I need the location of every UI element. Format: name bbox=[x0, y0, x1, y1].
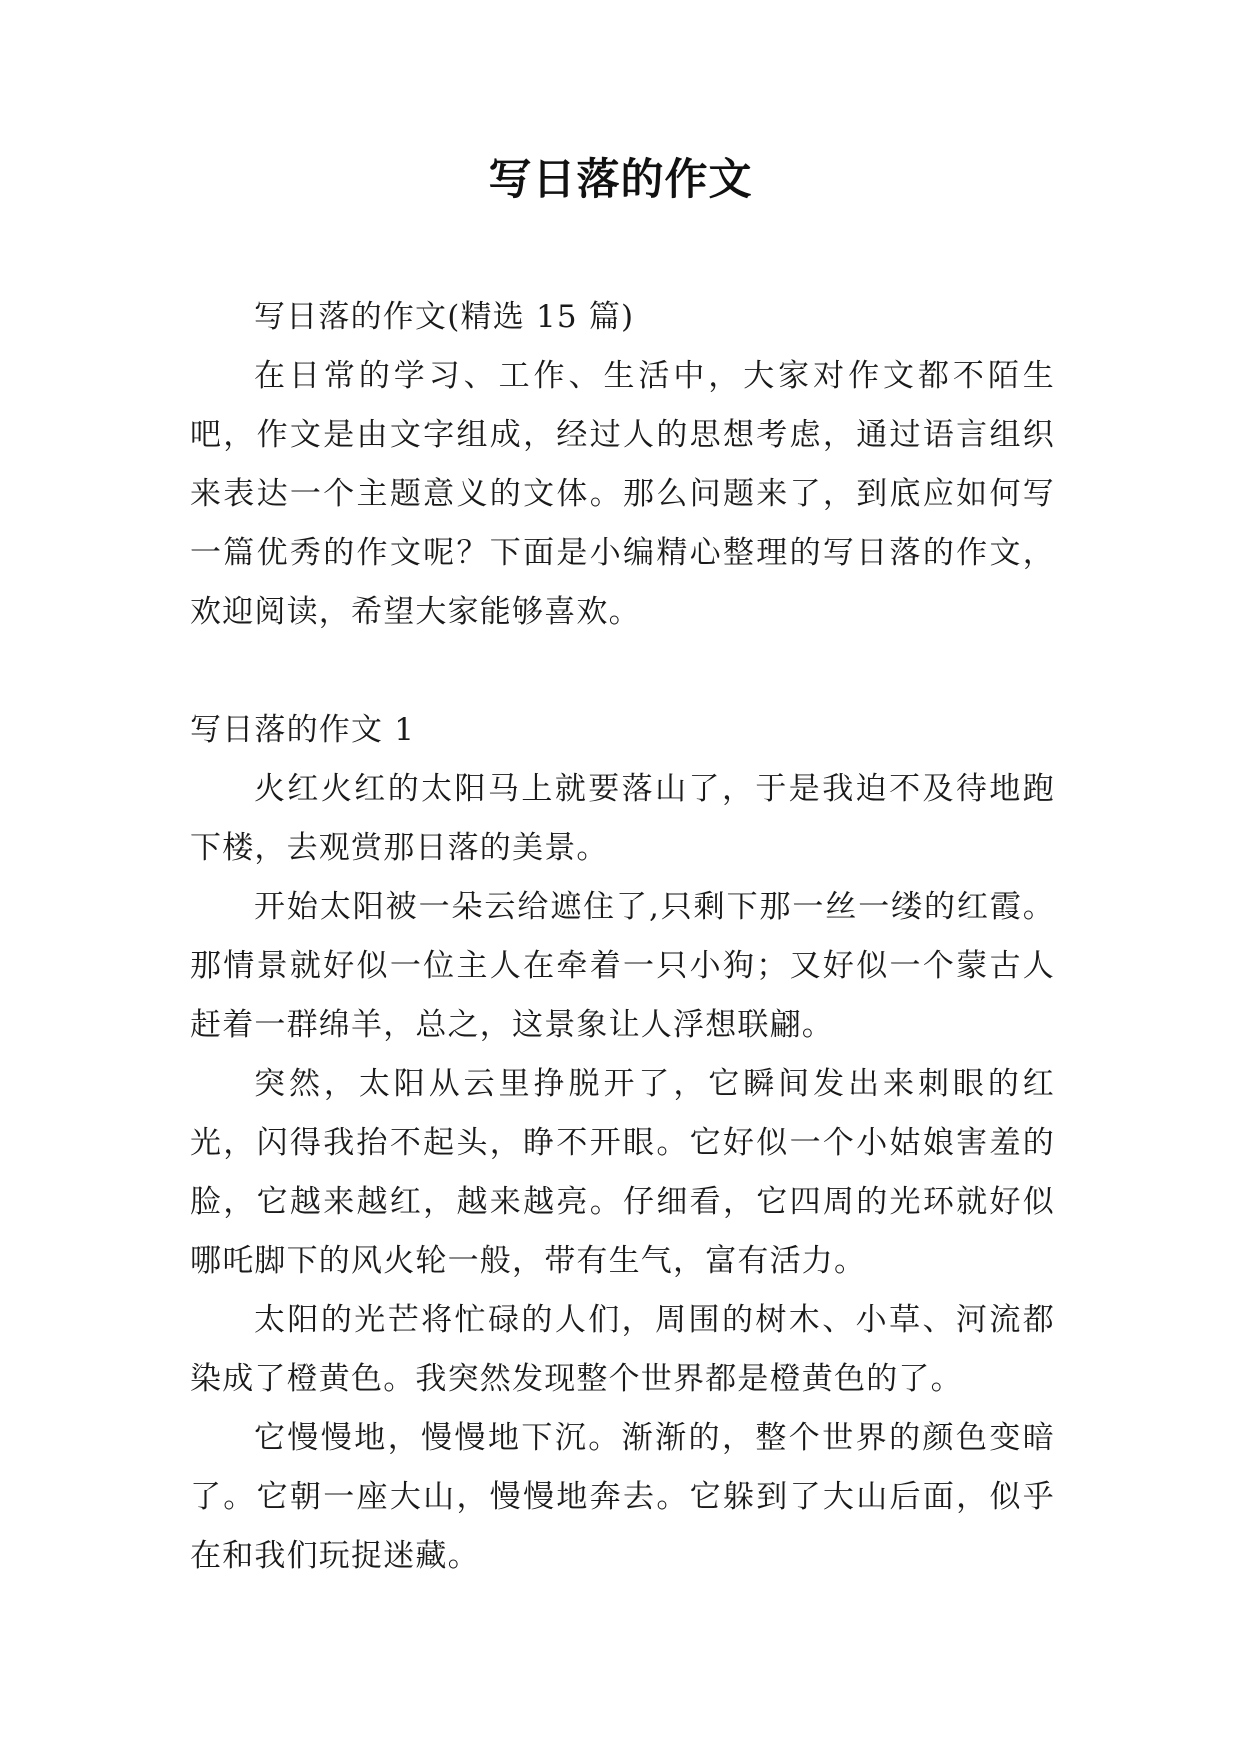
document-body bbox=[190, 288, 1055, 1586]
intro-paragraph: 在日常的学习、工作、生活中，大家对作文都不陌生吧，作文是由文字组成，经过人的思想考虑，通过语言组织来表达一个主题意义的文体。那么问题来了，到底应如何写一篇优秀的作文呢？下面是小编精心整理的写日落的作文，欢迎阅读，希望大家能够喜欢。 bbox=[190, 358, 1055, 630]
essay-paragraph: 太阳的光芒将忙碌的人们，周围的树木、小草、河流都染成了橙黄色。我突然发现整个世界都是橙黄色的了。 bbox=[190, 1302, 1055, 1397]
essay-paragraph: 它慢慢地，慢慢地下沉。渐渐的，整个世界的颜色变暗了。它朝一座大山，慢慢地奔去。它躲到了大山后面，似乎在和我们玩捉迷藏。 bbox=[190, 1420, 1055, 1574]
essay-paragraph: 开始太阳被一朵云给遮住了,只剩下那一丝一缕的红霞。那情景就好似一位主人在牵着一只小狗；又好似一个蒙古人赶着一群绵羊，总之，这景象让人浮想联翩。 bbox=[190, 889, 1055, 1043]
essay-paragraph: 突然，太阳从云里挣脱开了，它瞬间发出来刺眼的红光，闪得我抬不起头，睁不开眼。它好似一个小姑娘害羞的脸，它越来越红，越来越亮。仔细看，它四周的光环就好似哪吒脚下的风火轮一般，带有生气，富有活力。 bbox=[190, 1066, 1055, 1279]
section-spacer bbox=[190, 642, 1055, 701]
essay-paragraph: 火红火红的太阳马上就要落山了，于是我迫不及待地跑下楼，去观赏那日落的美景。 bbox=[190, 771, 1055, 866]
document-title: 写日落的作文 bbox=[488, 155, 753, 205]
essay-heading: 写日落的作文 1 bbox=[190, 712, 416, 748]
intro-subtitle: 写日落的作文(精选 15 篇) bbox=[254, 299, 635, 335]
